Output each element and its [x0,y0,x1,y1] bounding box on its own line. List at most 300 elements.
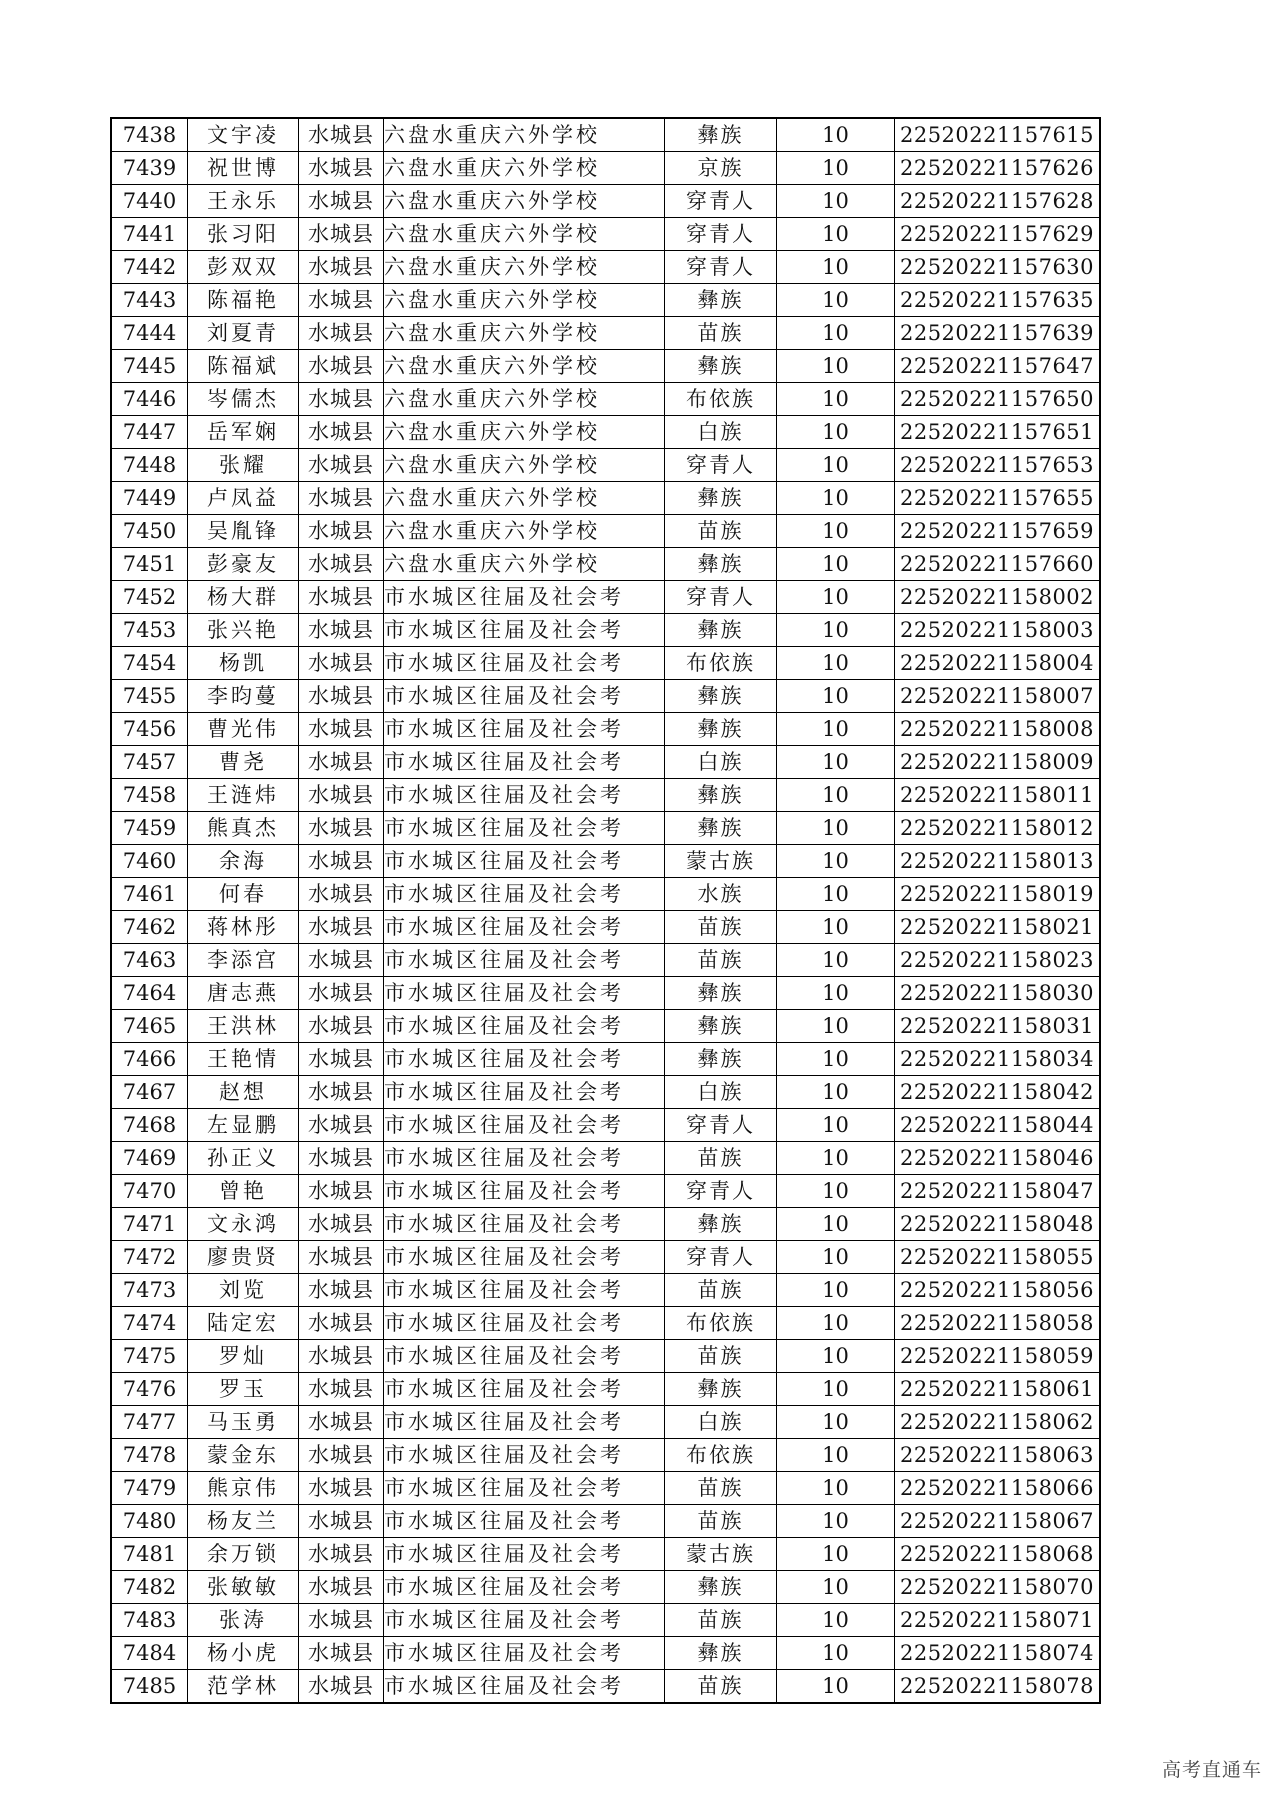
school-cell: 市水城区往届及社会考 [384,779,665,812]
county-cell: 水城县 [299,383,384,416]
table-row [111,1538,1100,1571]
table-row [111,779,1100,812]
table-row [111,1472,1100,1505]
ethnicity-cell: 苗族 [665,1340,777,1373]
county-cell: 水城县 [299,1439,384,1472]
school-cell: 六盘水重庆六外学校 [384,118,665,152]
school-cell: 市水城区往届及社会考 [384,1274,665,1307]
row-number-cell: 7443 [111,284,188,317]
bonus-points-cell: 10 [777,878,895,911]
county-cell: 水城县 [299,482,384,515]
school-cell: 市水城区往届及社会考 [384,1604,665,1637]
school-cell: 市水城区往届及社会考 [384,1472,665,1505]
table-row [111,1274,1100,1307]
table-row [111,944,1100,977]
row-number-cell: 7477 [111,1406,188,1439]
county-cell: 水城县 [299,1505,384,1538]
student-name-cell: 陈福艳 [188,284,299,317]
exam-id-cell: 22520221158007 [895,680,1101,713]
table-row [111,1373,1100,1406]
table-row [111,482,1100,515]
ethnicity-cell: 穿青人 [665,1109,777,1142]
bonus-points-cell: 10 [777,317,895,350]
school-cell: 市水城区往届及社会考 [384,647,665,680]
bonus-points-cell: 10 [777,1670,895,1704]
table-row [111,515,1100,548]
exam-id-cell: 22520221158034 [895,1043,1101,1076]
table-row [111,1076,1100,1109]
school-cell: 市水城区往届及社会考 [384,1043,665,1076]
student-name-cell: 王涟炜 [188,779,299,812]
row-number-cell: 7458 [111,779,188,812]
exam-id-cell: 22520221158012 [895,812,1101,845]
student-name-cell: 曹光伟 [188,713,299,746]
student-name-cell: 廖贵贤 [188,1241,299,1274]
student-name-cell: 吴胤锋 [188,515,299,548]
table-row [111,1010,1100,1043]
bonus-points-cell: 10 [777,944,895,977]
exam-id-cell: 22520221158044 [895,1109,1101,1142]
ethnicity-cell: 彝族 [665,812,777,845]
bonus-points-cell: 10 [777,1571,895,1604]
exam-id-cell: 22520221158067 [895,1505,1101,1538]
ethnicity-cell: 蒙古族 [665,845,777,878]
exam-id-cell: 22520221157660 [895,548,1101,581]
school-cell: 市水城区往届及社会考 [384,878,665,911]
ethnicity-cell: 彝族 [665,1208,777,1241]
table-row [111,1109,1100,1142]
exam-id-cell: 22520221158062 [895,1406,1101,1439]
row-number-cell: 7481 [111,1538,188,1571]
exam-id-cell: 22520221158009 [895,746,1101,779]
bonus-points-cell: 10 [777,1373,895,1406]
student-name-cell: 张涛 [188,1604,299,1637]
county-cell: 水城县 [299,1406,384,1439]
row-number-cell: 7485 [111,1670,188,1704]
bonus-points-cell: 10 [777,845,895,878]
school-cell: 市水城区往届及社会考 [384,1175,665,1208]
county-cell: 水城县 [299,1010,384,1043]
bonus-points-cell: 10 [777,548,895,581]
school-cell: 市水城区往届及社会考 [384,1208,665,1241]
bonus-points-cell: 10 [777,118,895,152]
student-name-cell: 文永鸿 [188,1208,299,1241]
county-cell: 水城县 [299,1604,384,1637]
school-cell: 市水城区往届及社会考 [384,1241,665,1274]
bonus-points-cell: 10 [777,1604,895,1637]
bonus-points-cell: 10 [777,746,895,779]
student-name-cell: 余万锁 [188,1538,299,1571]
exam-id-cell: 22520221158013 [895,845,1101,878]
exam-id-cell: 22520221157635 [895,284,1101,317]
row-number-cell: 7484 [111,1637,188,1670]
county-cell: 水城县 [299,977,384,1010]
row-number-cell: 7464 [111,977,188,1010]
exam-id-cell: 22520221157653 [895,449,1101,482]
student-name-cell: 彭豪友 [188,548,299,581]
school-cell: 市水城区往届及社会考 [384,1406,665,1439]
county-cell: 水城县 [299,746,384,779]
row-number-cell: 7439 [111,152,188,185]
county-cell: 水城县 [299,284,384,317]
row-number-cell: 7479 [111,1472,188,1505]
table-row [111,152,1100,185]
table-row [111,185,1100,218]
ethnicity-cell: 彝族 [665,713,777,746]
exam-id-cell: 22520221158066 [895,1472,1101,1505]
bonus-points-cell: 10 [777,185,895,218]
row-number-cell: 7475 [111,1340,188,1373]
county-cell: 水城县 [299,1340,384,1373]
ethnicity-cell: 彝族 [665,680,777,713]
county-cell: 水城县 [299,680,384,713]
row-number-cell: 7459 [111,812,188,845]
bonus-points-cell: 10 [777,1637,895,1670]
row-number-cell: 7446 [111,383,188,416]
county-cell: 水城县 [299,1307,384,1340]
student-name-cell: 曹尧 [188,746,299,779]
school-cell: 市水城区往届及社会考 [384,614,665,647]
ethnicity-cell: 彝族 [665,548,777,581]
ethnicity-cell: 苗族 [665,1604,777,1637]
row-number-cell: 7454 [111,647,188,680]
county-cell: 水城县 [299,1670,384,1704]
county-cell: 水城县 [299,1241,384,1274]
county-cell: 水城县 [299,911,384,944]
county-cell: 水城县 [299,1076,384,1109]
row-number-cell: 7440 [111,185,188,218]
exam-id-cell: 22520221158011 [895,779,1101,812]
student-name-cell: 赵想 [188,1076,299,1109]
school-cell: 市水城区往届及社会考 [384,713,665,746]
county-cell: 水城县 [299,1175,384,1208]
table-row [111,1571,1100,1604]
table-row [111,1670,1100,1704]
school-cell: 六盘水重庆六外学校 [384,416,665,449]
county-cell: 水城县 [299,1043,384,1076]
bonus-points-cell: 10 [777,1010,895,1043]
school-cell: 市水城区往届及社会考 [384,1076,665,1109]
row-number-cell: 7441 [111,218,188,251]
ethnicity-cell: 布依族 [665,383,777,416]
ethnicity-cell: 白族 [665,1076,777,1109]
student-name-cell: 张耀 [188,449,299,482]
ethnicity-cell: 水族 [665,878,777,911]
row-number-cell: 7449 [111,482,188,515]
county-cell: 水城县 [299,218,384,251]
bonus-points-cell: 10 [777,713,895,746]
row-number-cell: 7471 [111,1208,188,1241]
row-number-cell: 7463 [111,944,188,977]
school-cell: 市水城区往届及社会考 [384,1505,665,1538]
school-cell: 市水城区往届及社会考 [384,1571,665,1604]
bonus-points-cell: 10 [777,581,895,614]
row-number-cell: 7461 [111,878,188,911]
school-cell: 市水城区往届及社会考 [384,1373,665,1406]
bonus-points-cell: 10 [777,1538,895,1571]
school-cell: 六盘水重庆六外学校 [384,449,665,482]
bonus-points-cell: 10 [777,383,895,416]
school-cell: 市水城区往届及社会考 [384,1340,665,1373]
student-name-cell: 张敏敏 [188,1571,299,1604]
exam-id-cell: 22520221157651 [895,416,1101,449]
county-cell: 水城县 [299,845,384,878]
exam-id-cell: 22520221158019 [895,878,1101,911]
ethnicity-cell: 京族 [665,152,777,185]
table-row [111,647,1100,680]
ethnicity-cell: 苗族 [665,317,777,350]
student-name-cell: 马玉勇 [188,1406,299,1439]
row-number-cell: 7469 [111,1142,188,1175]
table-row [111,1307,1100,1340]
county-cell: 水城县 [299,251,384,284]
school-cell: 市水城区往届及社会考 [384,911,665,944]
row-number-cell: 7468 [111,1109,188,1142]
row-number-cell: 7445 [111,350,188,383]
row-number-cell: 7472 [111,1241,188,1274]
table-row [111,878,1100,911]
school-cell: 六盘水重庆六外学校 [384,317,665,350]
county-cell: 水城县 [299,152,384,185]
county-cell: 水城县 [299,647,384,680]
student-name-cell: 何春 [188,878,299,911]
ethnicity-cell: 穿青人 [665,449,777,482]
table-row [111,284,1100,317]
row-number-cell: 7452 [111,581,188,614]
student-name-cell: 罗玉 [188,1373,299,1406]
bonus-points-cell: 10 [777,1505,895,1538]
county-cell: 水城县 [299,1373,384,1406]
table-row [111,1340,1100,1373]
bonus-points-cell: 10 [777,1142,895,1175]
county-cell: 水城县 [299,317,384,350]
ethnicity-cell: 彝族 [665,350,777,383]
exam-id-cell: 22520221158061 [895,1373,1101,1406]
school-cell: 市水城区往届及社会考 [384,1637,665,1670]
ethnicity-cell: 彝族 [665,977,777,1010]
student-name-cell: 卢凤益 [188,482,299,515]
row-number-cell: 7480 [111,1505,188,1538]
bonus-points-cell: 10 [777,1472,895,1505]
student-name-cell: 张习阳 [188,218,299,251]
school-cell: 六盘水重庆六外学校 [384,251,665,284]
bonus-points-cell: 10 [777,1340,895,1373]
county-cell: 水城县 [299,548,384,581]
table-row [111,251,1100,284]
row-number-cell: 7462 [111,911,188,944]
school-cell: 市水城区往届及社会考 [384,1538,665,1571]
student-name-cell: 杨大群 [188,581,299,614]
county-cell: 水城县 [299,1538,384,1571]
student-name-cell: 熊京伟 [188,1472,299,1505]
roster-table [110,117,1101,1704]
row-number-cell: 7467 [111,1076,188,1109]
bonus-points-cell: 10 [777,350,895,383]
ethnicity-cell: 穿青人 [665,1241,777,1274]
student-name-cell: 陈福斌 [188,350,299,383]
county-cell: 水城县 [299,1571,384,1604]
county-cell: 水城县 [299,878,384,911]
county-cell: 水城县 [299,581,384,614]
row-number-cell: 7476 [111,1373,188,1406]
student-name-cell: 文宇凌 [188,118,299,152]
county-cell: 水城县 [299,614,384,647]
county-cell: 水城县 [299,944,384,977]
student-name-cell: 曾艳 [188,1175,299,1208]
student-name-cell: 刘览 [188,1274,299,1307]
county-cell: 水城县 [299,118,384,152]
table-row [111,1637,1100,1670]
ethnicity-cell: 彝族 [665,1043,777,1076]
ethnicity-cell: 白族 [665,416,777,449]
ethnicity-cell: 彝族 [665,1637,777,1670]
school-cell: 市水城区往届及社会考 [384,680,665,713]
bonus-points-cell: 10 [777,218,895,251]
table-row [111,1604,1100,1637]
school-cell: 市水城区往届及社会考 [384,746,665,779]
student-name-cell: 杨友兰 [188,1505,299,1538]
ethnicity-cell: 彝族 [665,1373,777,1406]
exam-id-cell: 22520221157629 [895,218,1101,251]
exam-id-cell: 22520221157639 [895,317,1101,350]
county-cell: 水城县 [299,350,384,383]
bonus-points-cell: 10 [777,1175,895,1208]
student-name-cell: 陆定宏 [188,1307,299,1340]
bonus-points-cell: 10 [777,449,895,482]
table-row [111,1439,1100,1472]
school-cell: 市水城区往届及社会考 [384,1142,665,1175]
school-cell: 市水城区往届及社会考 [384,1670,665,1704]
bonus-points-cell: 10 [777,1307,895,1340]
bonus-points-cell: 10 [777,515,895,548]
exam-id-cell: 22520221158055 [895,1241,1101,1274]
student-name-cell: 杨凯 [188,647,299,680]
exam-id-cell: 22520221158023 [895,944,1101,977]
ethnicity-cell: 苗族 [665,1142,777,1175]
school-cell: 市水城区往届及社会考 [384,977,665,1010]
county-cell: 水城县 [299,1472,384,1505]
school-cell: 六盘水重庆六外学校 [384,218,665,251]
school-cell: 市水城区往届及社会考 [384,1109,665,1142]
ethnicity-cell: 彝族 [665,614,777,647]
ethnicity-cell: 彝族 [665,284,777,317]
ethnicity-cell: 苗族 [665,911,777,944]
student-name-cell: 蒙金东 [188,1439,299,1472]
table-row [111,680,1100,713]
ethnicity-cell: 白族 [665,746,777,779]
exam-id-cell: 22520221157630 [895,251,1101,284]
bonus-points-cell: 10 [777,812,895,845]
student-name-cell: 蒋林彤 [188,911,299,944]
table-row [111,977,1100,1010]
row-number-cell: 7451 [111,548,188,581]
row-number-cell: 7483 [111,1604,188,1637]
county-cell: 水城县 [299,1109,384,1142]
bonus-points-cell: 10 [777,1406,895,1439]
bonus-points-cell: 10 [777,482,895,515]
school-cell: 市水城区往届及社会考 [384,845,665,878]
student-name-cell: 彭双双 [188,251,299,284]
ethnicity-cell: 穿青人 [665,581,777,614]
exam-id-cell: 22520221158078 [895,1670,1101,1704]
county-cell: 水城县 [299,779,384,812]
exam-id-cell: 22520221157615 [895,118,1101,152]
ethnicity-cell: 布依族 [665,647,777,680]
table-row [111,1241,1100,1274]
exam-id-cell: 22520221158048 [895,1208,1101,1241]
row-number-cell: 7474 [111,1307,188,1340]
table-row [111,812,1100,845]
school-cell: 六盘水重庆六外学校 [384,185,665,218]
ethnicity-cell: 彝族 [665,779,777,812]
table-row [111,416,1100,449]
bonus-points-cell: 10 [777,911,895,944]
county-cell: 水城县 [299,1637,384,1670]
row-number-cell: 7478 [111,1439,188,1472]
school-cell: 市水城区往届及社会考 [384,944,665,977]
ethnicity-cell: 苗族 [665,944,777,977]
row-number-cell: 7438 [111,118,188,152]
table-row [111,1505,1100,1538]
student-name-cell: 范学林 [188,1670,299,1704]
bonus-points-cell: 10 [777,1076,895,1109]
exam-id-cell: 22520221158008 [895,713,1101,746]
ethnicity-cell: 穿青人 [665,1175,777,1208]
exam-id-cell: 22520221158004 [895,647,1101,680]
table-row [111,317,1100,350]
row-number-cell: 7466 [111,1043,188,1076]
exam-id-cell: 22520221158058 [895,1307,1101,1340]
student-name-cell: 刘夏青 [188,317,299,350]
county-cell: 水城县 [299,185,384,218]
bonus-points-cell: 10 [777,779,895,812]
exam-id-cell: 22520221158056 [895,1274,1101,1307]
row-number-cell: 7450 [111,515,188,548]
ethnicity-cell: 布依族 [665,1439,777,1472]
bonus-points-cell: 10 [777,680,895,713]
row-number-cell: 7470 [111,1175,188,1208]
student-name-cell: 李昀蔓 [188,680,299,713]
ethnicity-cell: 白族 [665,1406,777,1439]
bonus-points-cell: 10 [777,284,895,317]
student-name-cell: 杨小虎 [188,1637,299,1670]
bonus-points-cell: 10 [777,251,895,284]
row-number-cell: 7447 [111,416,188,449]
ethnicity-cell: 彝族 [665,1010,777,1043]
school-cell: 市水城区往届及社会考 [384,1307,665,1340]
school-cell: 六盘水重庆六外学校 [384,152,665,185]
bonus-points-cell: 10 [777,152,895,185]
table-row [111,1406,1100,1439]
exam-id-cell: 22520221158047 [895,1175,1101,1208]
row-number-cell: 7465 [111,1010,188,1043]
table-row [111,218,1100,251]
table-row [111,449,1100,482]
exam-id-cell: 22520221158030 [895,977,1101,1010]
exam-id-cell: 22520221157628 [895,185,1101,218]
ethnicity-cell: 苗族 [665,515,777,548]
ethnicity-cell: 彝族 [665,1571,777,1604]
student-name-cell: 祝世博 [188,152,299,185]
exam-id-cell: 22520221157655 [895,482,1101,515]
row-number-cell: 7444 [111,317,188,350]
table-row [111,118,1100,152]
exam-id-cell: 22520221158021 [895,911,1101,944]
county-cell: 水城县 [299,515,384,548]
table-row [111,383,1100,416]
table-row [111,713,1100,746]
bonus-points-cell: 10 [777,1109,895,1142]
